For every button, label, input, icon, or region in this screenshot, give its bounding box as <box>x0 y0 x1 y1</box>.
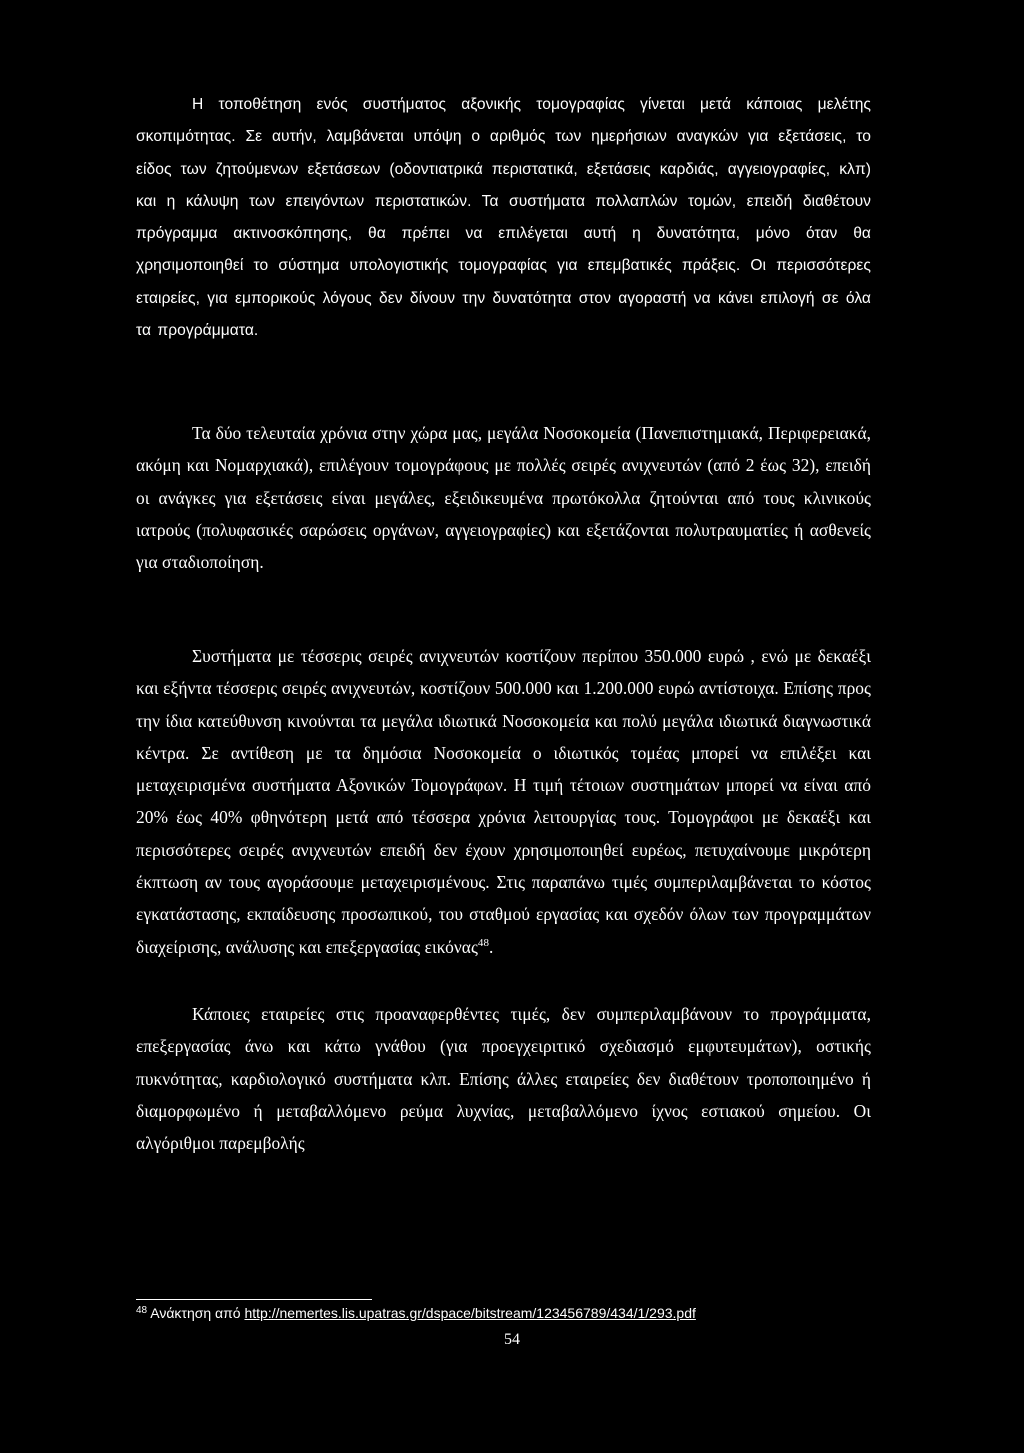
footnote <box>136 1304 896 1322</box>
paragraph-hospital-scanners: Τα δύο τελευταία χρόνια στην χώρα μας, μεγάλα Νοσοκομεία (Πανεπιστημιακά, Περιφερειακά, ακόμη και Νομαρχιακά), επιλέγουν τομογράφους με πολλές σειρές ανιχνευτών (από 2 έως 32), επειδή οι ανάγκες για εξετάσεις είναι μεγάλες, εξειδικευμένα πρωτόκολλα ζητούνται από τους κλινικούς ιατρούς (πολυφασικές σαρώσεις οργάνων, αγγειογραφίες) και εξετάζονται πολυτραυματίες ή ασθενείς για σταδιοποίηση. <box>136 423 871 573</box>
text-block-feasibility <box>136 89 871 347</box>
text-block-software <box>136 998 871 1159</box>
paragraph-system-costs <box>136 640 871 963</box>
paragraph-feasibility-study: Η τοποθέτηση ενός συστήματος αξονικής τομογραφίας γίνεται μετά κάποιας μελέτης σκοπιμότητας. Σε αυτήν, λαμβάνεται υπόψη ο αριθμός των ημερήσιων αναγκών για εξετάσεις, το είδος των ζητούμενων εξετάσεων (οδοντιατρικά περιστατικά, εξετάσεις καρδιάς, αγγειογραφίες, κλπ) και η κάλυψη των επειγόντων περιστατικών. Τα συστήματα πολλαπλών τομών, επειδή διαθέτουν πρόγραμμα ακτινοσκόπησης, θα πρέπει να επιλέγεται αυτή η δυνατότητα, μόνο όταν θα χρησιμοποιηθεί το σύστημα υπολογιστικής τομογραφίας για επεμβατικές πράξεις. Οι περισσότερες εταιρείες, για εμπορικούς λόγους δεν δίνουν την δυνατότητα στον αγοραστή να κάνει επιλογή σε όλα τα προγράμματα. <box>136 96 871 340</box>
page-number: 54 <box>504 1331 520 1348</box>
paragraph-software-packages: Κάποιες εταιρείες στις προαναφερθέντες τιμές, δεν συμπεριλαμβάνουν το προγράμματα, επεξεργασίας άνω και κάτω γνάθου (για προεγχειριτικό σχεδιασμό εμφυτευμάτων), οστικής πυκνότητας, καρδιολογικό συστήματα κλπ. Επίσης άλλες εταιρείες δεν διαθέτουν τροποποιημένο ή διαμορφωμένο ή μεταβαλλόμενο ρεύμα λυχνίας, μεταβαλλόμενο ίχνος εστιακού σημείου. Οι αλγόριθμοι παρεμβολής <box>136 1004 871 1154</box>
footnote-divider <box>136 1299 372 1300</box>
footnote-text: Ανάκτηση από <box>147 1305 245 1321</box>
footnote-number: 48 <box>136 1305 148 1316</box>
text-block-costs <box>136 640 871 963</box>
text-block-hospitals <box>136 417 871 578</box>
paragraph-system-costs-text: Συστήματα με τέσσερις σειρές ανιχνευτών κοστίζουν περίπου 350.000 ευρώ , ενώ με δεκαέξι και εξήντα τέσσερις σειρές ανιχνευτών, κοστίζουν 500.000 και 1.200.000 ευρώ αντίστοιχα. Επίσης προς την ίδια κατεύθυνση κινούνται τα μεγάλα ιδιωτικά Νοσοκομεία και πολύ μεγάλα ιδιωτικά διαγνωστικά κέντρα. Σε αντίθεση με τα δημόσια Νοσοκομεία ο ιδιωτικός τομέας μπορεί να επιλέξει και μεταχειρισμένα συστήματα Αξονικών Τομογράφων. Η τιμή τέτοιων συστημάτων μπορεί να είναι από 20% έως 40% φθηνότερη μετά από τέσσερα χρόνια λειτουργίας τους. Τομογράφοι με δεκαέξι και περισσότερες σειρές ανιχνευτών επειδή δεν έχουν χρησιμοποιηθεί ευρέως, πετυχαίνουμε μικρότερη έκπτωση αν τους αγοράσουμε μεταχειρισμένους. Στις παραπάνω τιμές συμπεριλαμβάνεται το κόστος εγκατάστασης, εκπαίδευσης προσωπικού, του σταθμού εργασίας και σχεδόν όλων των προγραμμάτων διαχείρισης, ανάλυσης και επεξεργασίας εικόνας <box>136 646 871 957</box>
paragraph-system-costs-end: . <box>489 936 494 957</box>
footnote-reference: 48 <box>477 936 490 949</box>
footnote-link[interactable]: http://nemertes.lis.upatras.gr/dspace/bitstream/123456789/434/1/293.pdf <box>244 1305 696 1321</box>
